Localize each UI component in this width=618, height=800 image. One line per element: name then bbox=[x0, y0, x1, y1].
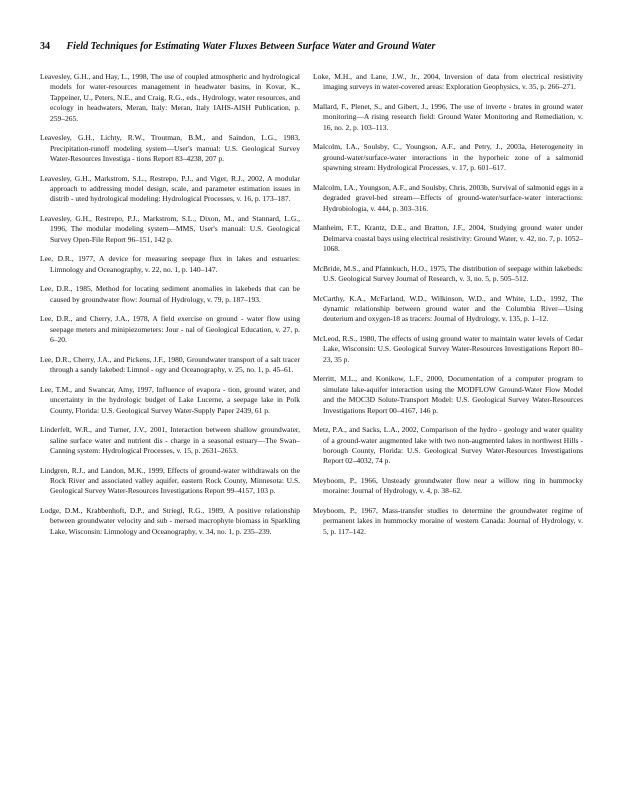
running-title: Field Techniques for Estimating Water Fluxes Between Surface Water and Ground Water bbox=[66, 41, 436, 52]
reference-entry: Malcolm, I.A., Youngson, A.F., and Soulsby, Chris, 2003b, Survival of salmonid eggs in a degraded gravel-bed stream—Effects of ground-water/surface-water interactions: Hydrobiologia, v. 444, p. 303–316. bbox=[313, 182, 583, 213]
reference-entry: Loke, M.H., and Lane, J.W., Jr., 2004, Inversion of data from electrical resistivity imaging surveys in water-covered areas: Exploration Geophysics, v. 35, p. 266–271. bbox=[313, 72, 583, 92]
reference-entry: Lee, D.R., and Cherry, J.A., 1978, A field exercise on ground - water flow using seepage meters and minipiezometers: Jour - nal of Geological Education, v. 27, p. 6–20. bbox=[40, 314, 300, 345]
reference-entry: McCarthy, K.A., McFarland, W.D., Wilkinson, W.D., and White, L.D., 1992, The dynamic relationship between ground water and the Columbia River—Using deuterium and oxygen-18 as tracers: Journal of Hydrology, v. 135, p. 1–12. bbox=[313, 293, 583, 324]
reference-entry: Merritt, M.L., and Konikow, L.F., 2000, Documentation of a computer program to simulate lake-aquifer interaction using the MODFLOW Ground-Water Flow Model and the MOC3D Solute-Transport Model: U.S. Geological Survey Water-Resources Investigations Report 00–4167, 146 p. bbox=[313, 374, 583, 415]
reference-entry: Lee, T.M., and Swancar, Amy, 1997, Influence of evapora - tion, ground water, and uncertainty in the hydrologic budget of Lake Lucerne, a seepage lake in Polk County, Florida: U.S. Geological Survey Water-Supply Paper 2439, 61 p. bbox=[40, 384, 300, 415]
reference-entry: Mallard, F., Plenet, S., and Gibert, J., 1996, The use of inverte - brates in ground water monitoring—A rising research field: Ground Water Monitoring and Remediation, v. 16, no. 2, p. 103–113. bbox=[313, 102, 583, 132]
reference-entry: Lindgren, R.J., and Landon, M.K., 1999, Effects of ground-water withdrawals on the Rock River and associated valley aquifer, eastern Rock County, Minnesota: U.S. Geological Survey Water-Resources Investigations Report 99–4157, 103 p. bbox=[40, 465, 300, 496]
reference-entry: McBride, M.S., and Pfannkuch, H.O., 1975, The distribution of seepage within lakebeds: U.S. Geological Survey Journal of Research, v. 3, no. 5, p. 505–512. bbox=[313, 263, 583, 284]
page-header bbox=[40, 41, 600, 52]
reference-entry: Leavesley, G.H., Restrepo, P.J., Markstrom, S.L., Dixon, M., and Stannard, L.G., 1996, The modular modeling system—MMS, User's manual: U.S. Geological Survey Open-File Report 96–151, 142 p. bbox=[40, 214, 300, 244]
reference-entry: McLeod, R.S., 1980, The effects of using ground water to maintain water levels of Cedar Lake, Wisconsin: U.S. Geological Survey Water-Resources Investigations Report 80–23, 35 p. bbox=[313, 334, 583, 364]
reference-entry: Leavesley, G.H., Lichty, R.W., Troutman, B.M., and Saindon, L.G., 1983, Precipitation-runoff modeling system—User's manual: U.S. Geological Survey Water-Resources Investiga - tions Report 83–4238, 207 p. bbox=[40, 133, 300, 164]
reference-entry: Metz, P.A., and Sacks, L.A., 2002, Comparison of the hydro - geology and water quality of a ground-water augmented lake with two non-augmented lakes in northwest Hills - borough County, Florida: U.S. Geological Survey Water-Resources Investigations Report 02–4032, 74 p. bbox=[313, 425, 583, 466]
references-left-column bbox=[40, 72, 300, 546]
reference-entry: Meyboom, P., 1967, Mass-transfer studies to determine the groundwater regime of permanent lakes in hummocky moraine of western Canada: Journal of Hydrology, v. 5, p. 117–142. bbox=[313, 506, 583, 536]
reference-entry: Linderfelt, W.R., and Turner, J.V., 2001, Interaction between shallow groundwater, saline surface water and nutrient dis - charge in a seasonal estuary—The Swan–Canning system: Hydrological Processes, v. 15, p. 2631–2653. bbox=[40, 425, 300, 456]
reference-entry: Lee, D.R., Cherry, J.A., and Pickens, J.F., 1980, Groundwater transport of a salt tracer through a sandy lakebed: Limnol - ogy and Oceanography, v. 25, no. 1, p. 45–61. bbox=[40, 354, 300, 375]
reference-entry: Lee, D.R., 1977, A device for measuring seepage flux in lakes and estuaries: Limnology and Oceanography, v. 22, no. 1, p. 140–147. bbox=[40, 254, 300, 274]
reference-entry: Leavesley, G.H., Markstrom, S.L., Restrepo, P.J., and Viger, R.J., 2002, A modular approach to addressing model design, scale, and parameter estimation issues in distrib - uted hydrological modeling: Hydrological Processes, v. 16, p. 173–187. bbox=[40, 173, 300, 204]
page-number: 34 bbox=[40, 41, 50, 52]
reference-entry: Meyboom, P., 1966, Unsteady groundwater flow near a willow ring in hummocky moraine: Journal of Hydrology, v. 4, p. 38–62. bbox=[313, 476, 583, 496]
reference-entry: Lodge, D.M., Krabbenhoft, D.P., and Striegl, R.G., 1989, A positive relationship between groundwater velocity and sub - mersed macrophyte biomass in Sparkling Lake, Wisconsin: Limnology and Oceanography, v. 34, no. 1, p. 235–239. bbox=[40, 506, 300, 536]
reference-entry: Manheim, F.T., Krantz, D.E., and Bratton, J.F., 2004, Studying ground water under Delmarva coastal bays using electrical resistivity: Ground Water, v. 42, no. 7, p. 1052–1068. bbox=[313, 223, 583, 254]
references-right-column bbox=[313, 72, 583, 546]
reference-entry: Malcolm, I.A., Soulsby, C., Youngson, A.F., and Petry, J., 2003a, Heterogeneity in ground-water/surface-water interactions in the hyporheic zone of a salmonid spawning stream: Hydrological Processes, v. 17, p. 601–617. bbox=[313, 142, 583, 173]
reference-entry: Lee, D.R., 1985, Method for locating sediment anomalies in lakebeds that can be caused by groundwater flow: Journal of Hydrology, v. 79, p. 187–193. bbox=[40, 284, 300, 304]
reference-entry: Leavesley, G.H., and Hay, L., 1998, The use of coupled atmospheric and hydrological models for water-resources management in headwater basins, in Kovar, K., Tappeiner, U., Peters, N.E., and Craig, R.G., eds., Hydrology, water resources, and ecology in headwaters, Meran, Italy: Meran, Italy IAHS-AISH Publication, p. 259–265. bbox=[40, 72, 300, 123]
